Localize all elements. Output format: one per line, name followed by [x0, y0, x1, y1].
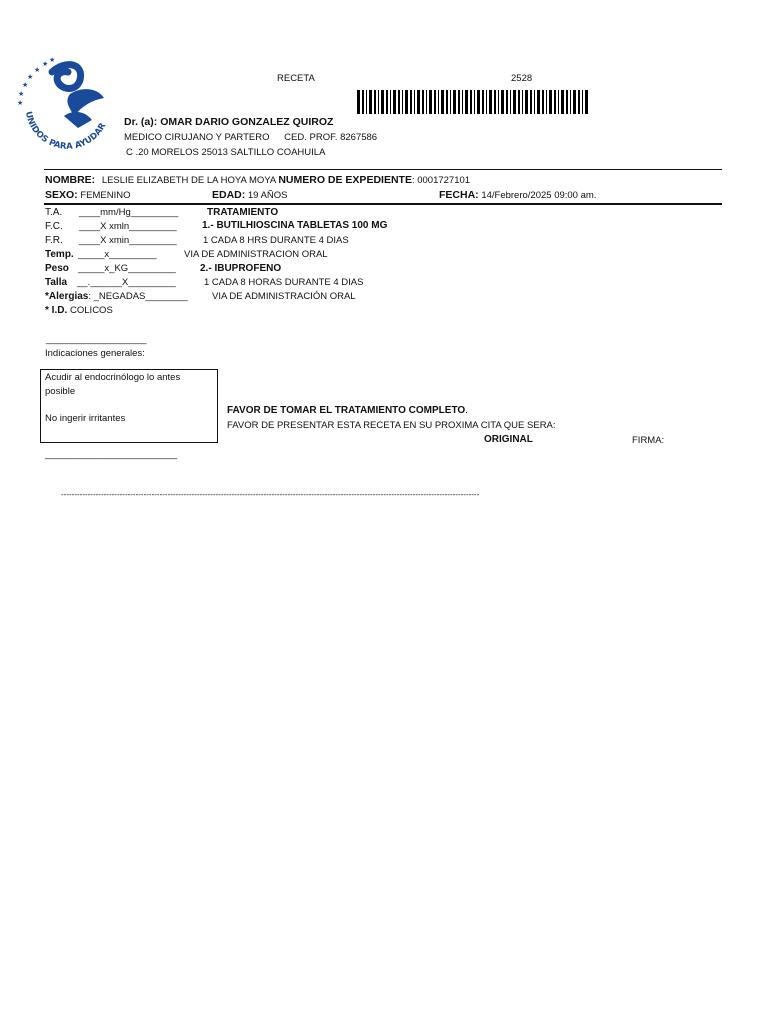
indications-line: ___________________: [46, 334, 147, 345]
barcode-bar: [582, 90, 583, 114]
allergies-value: : _NEGADAS________: [88, 291, 188, 302]
barcode-bar: [542, 90, 544, 114]
svg-text:★: ★: [17, 99, 24, 107]
expediente-label: NUMERO DE EXPEDIENTE: [278, 174, 412, 186]
vital-value-talla: __.______X_________: [77, 277, 176, 288]
complete-treatment-note: [227, 405, 468, 416]
header-divider: [44, 169, 722, 170]
sex-value: FEMENINO: [80, 190, 131, 201]
date-field: [439, 189, 596, 201]
barcode-bar: [578, 90, 580, 114]
barcode-bar: [534, 90, 535, 114]
indication-line-2: posible: [45, 386, 76, 397]
barcode-bar: [537, 90, 540, 114]
barcode-bar: [561, 90, 564, 114]
barcode-bar: [573, 90, 576, 114]
medication-2-dose: 1 CADA 8 HORAS DURANTE 4 DIAS: [204, 277, 364, 288]
barcode-bar: [525, 90, 528, 114]
barcode-bar: [381, 90, 384, 114]
patient-name-row: [45, 174, 470, 186]
medication-2-route: VIA DE ADMINISTRACIÓN ORAL: [212, 291, 356, 302]
barcode-bar: [506, 90, 508, 114]
name-label: NOMBRE:: [45, 174, 96, 186]
barcode-bar: [378, 90, 379, 114]
doctor-address: C .20 MORELOS 25013 SALTILLO COAHUILA: [126, 147, 326, 158]
svg-text:★: ★: [18, 90, 25, 98]
barcode-bar: [417, 90, 420, 114]
barcode-bar: [422, 90, 424, 114]
ced-label: CED. PROF.: [284, 132, 338, 143]
cut-line: -------------------------------------------------------------------------------------------------------------------------------------------------------------: [61, 490, 480, 499]
barcode-bar: [501, 90, 504, 114]
doctor-credentials: [124, 132, 377, 143]
barcode-bar: [474, 90, 475, 114]
barcode-bar: [554, 90, 556, 114]
svg-text:★: ★: [42, 60, 49, 68]
age-field: [212, 189, 288, 201]
barcode-bar: [393, 90, 396, 114]
barcode-bar: [398, 90, 400, 114]
barcode-bar: [441, 90, 444, 114]
svg-text:★: ★: [27, 73, 34, 81]
barcode-bar: [414, 90, 415, 114]
barcode-bar: [429, 90, 432, 114]
doctor-name: OMAR DARIO GONZALEZ QUIROZ: [160, 116, 334, 128]
complete-treatment-period: .: [465, 405, 468, 416]
barcode-bar: [489, 90, 492, 114]
barcode-bar: [530, 90, 532, 114]
barcode-bar: [434, 90, 436, 114]
logo-text: UNIDOS PARA AYUDAR: [22, 110, 109, 152]
ced-number: 8267586: [340, 132, 378, 143]
date-value: 14/Febrero/2025 09:00 am.: [481, 190, 597, 201]
vital-label-fr: F.R.: [45, 235, 63, 246]
sex-label: SEXO:: [45, 189, 78, 201]
barcode: [357, 90, 591, 114]
vital-label-peso: Peso: [45, 263, 69, 274]
allergies-row: [45, 291, 188, 302]
barcode-bar: [405, 90, 408, 114]
barcode-bar: [513, 90, 516, 114]
barcode-bar: [494, 90, 496, 114]
barcode-bar: [366, 90, 367, 114]
complete-treatment-text: FAVOR DE TOMAR EL TRATAMIENTO COMPLETO: [227, 405, 466, 416]
barcode-bar: [518, 90, 520, 114]
vital-value-fr: ____X xmin_________: [79, 235, 177, 246]
barcode-bar: [386, 90, 388, 114]
barcode-bar: [498, 90, 499, 114]
svg-text:★: ★: [22, 81, 29, 89]
barcode-bar: [477, 90, 480, 114]
vital-value-ta: ____mm/Hg_________: [79, 207, 179, 218]
age-value: 19 AÑOS: [247, 190, 288, 201]
firma-label: FIRMA:: [632, 435, 665, 446]
barcode-bar: [453, 90, 456, 114]
id-row: [45, 305, 113, 316]
patient-divider: [44, 203, 722, 205]
barcode-bar: [585, 90, 588, 114]
barcode-bar: [510, 90, 511, 114]
expediente-number: : 0001727101: [411, 175, 471, 186]
barcode-bar: [549, 90, 552, 114]
barcode-bar: [546, 90, 547, 114]
barcode-bar: [362, 90, 364, 114]
form-title: RECETA: [277, 73, 315, 84]
indications-box: [40, 369, 218, 443]
medication-1-dose: 1 CADA 8 HRS DURANTE 4 DIAS: [203, 235, 349, 246]
clinic-logo: [12, 54, 120, 160]
sex-field: [45, 189, 130, 201]
vital-value-temp: _____x_________: [78, 249, 157, 260]
barcode-bar: [450, 90, 451, 114]
doctor-line: [124, 116, 333, 128]
barcode-bar: [374, 90, 376, 114]
barcode-bar: [570, 90, 571, 114]
vital-label-ta: T.A.: [45, 207, 63, 218]
vital-value-fc: ____X xmln_________: [79, 221, 177, 232]
allergies-label: *Alergias: [45, 291, 89, 302]
vital-value-peso: _____x_KG_________: [78, 263, 176, 274]
indication-line-1: Acudir al endocrinólogo lo antes: [45, 372, 181, 383]
id-value: COLICOS: [70, 305, 113, 316]
date-label: FECHA:: [439, 189, 479, 201]
vital-label-temp: Temp.: [45, 249, 74, 260]
barcode-bar: [482, 90, 484, 114]
barcode-bar: [446, 90, 448, 114]
indication-line-3: No ingerir irritantes: [45, 413, 126, 424]
svg-text:★: ★: [34, 66, 41, 74]
doctor-label: Dr. (a):: [124, 116, 158, 128]
barcode-bar: [410, 90, 412, 114]
barcode-bar: [458, 90, 460, 114]
barcode-bar: [462, 90, 463, 114]
svg-text:★: ★: [49, 56, 56, 64]
vital-label-talla: Talla: [45, 277, 68, 288]
doctor-specialty: MEDICO CIRUJANO Y PARTERO: [124, 132, 270, 143]
barcode-bar: [470, 90, 472, 114]
barcode-bar: [390, 90, 391, 114]
barcode-bar: [486, 90, 487, 114]
indications-label: Indicaciones generales:: [45, 348, 145, 359]
barcode-bar: [438, 90, 439, 114]
patient-name: LESLIE ELIZABETH DE LA HOYA MOYA: [101, 175, 276, 186]
folio-number: 2528: [511, 73, 533, 84]
id-label: * I.D.: [45, 305, 68, 316]
barcode-bar: [369, 90, 372, 114]
signature-line: _________________________: [45, 449, 178, 460]
age-label: EDAD:: [212, 189, 246, 201]
medication-1-route: VIA DE ADMINISTRACION ORAL: [184, 249, 328, 260]
original-label: ORIGINAL: [484, 434, 533, 445]
present-prescription-note: FAVOR DE PRESENTAR ESTA RECETA EN SU PROXIMA CITA QUE SERA:: [227, 420, 556, 431]
barcode-bar: [465, 90, 468, 114]
treatment-title: TRATAMIENTO: [207, 207, 279, 218]
barcode-bar: [426, 90, 427, 114]
vital-label-fc: F.C.: [45, 221, 63, 232]
medication-2: 2.- IBUPROFENO: [200, 263, 282, 274]
medication-1: 1.- BUTILHIOSCINA TABLETAS 100 MG: [202, 220, 388, 231]
barcode-bar: [357, 90, 360, 114]
barcode-bar: [402, 90, 403, 114]
barcode-bar: [522, 90, 523, 114]
barcode-bar: [558, 90, 559, 114]
barcode-bar: [566, 90, 568, 114]
